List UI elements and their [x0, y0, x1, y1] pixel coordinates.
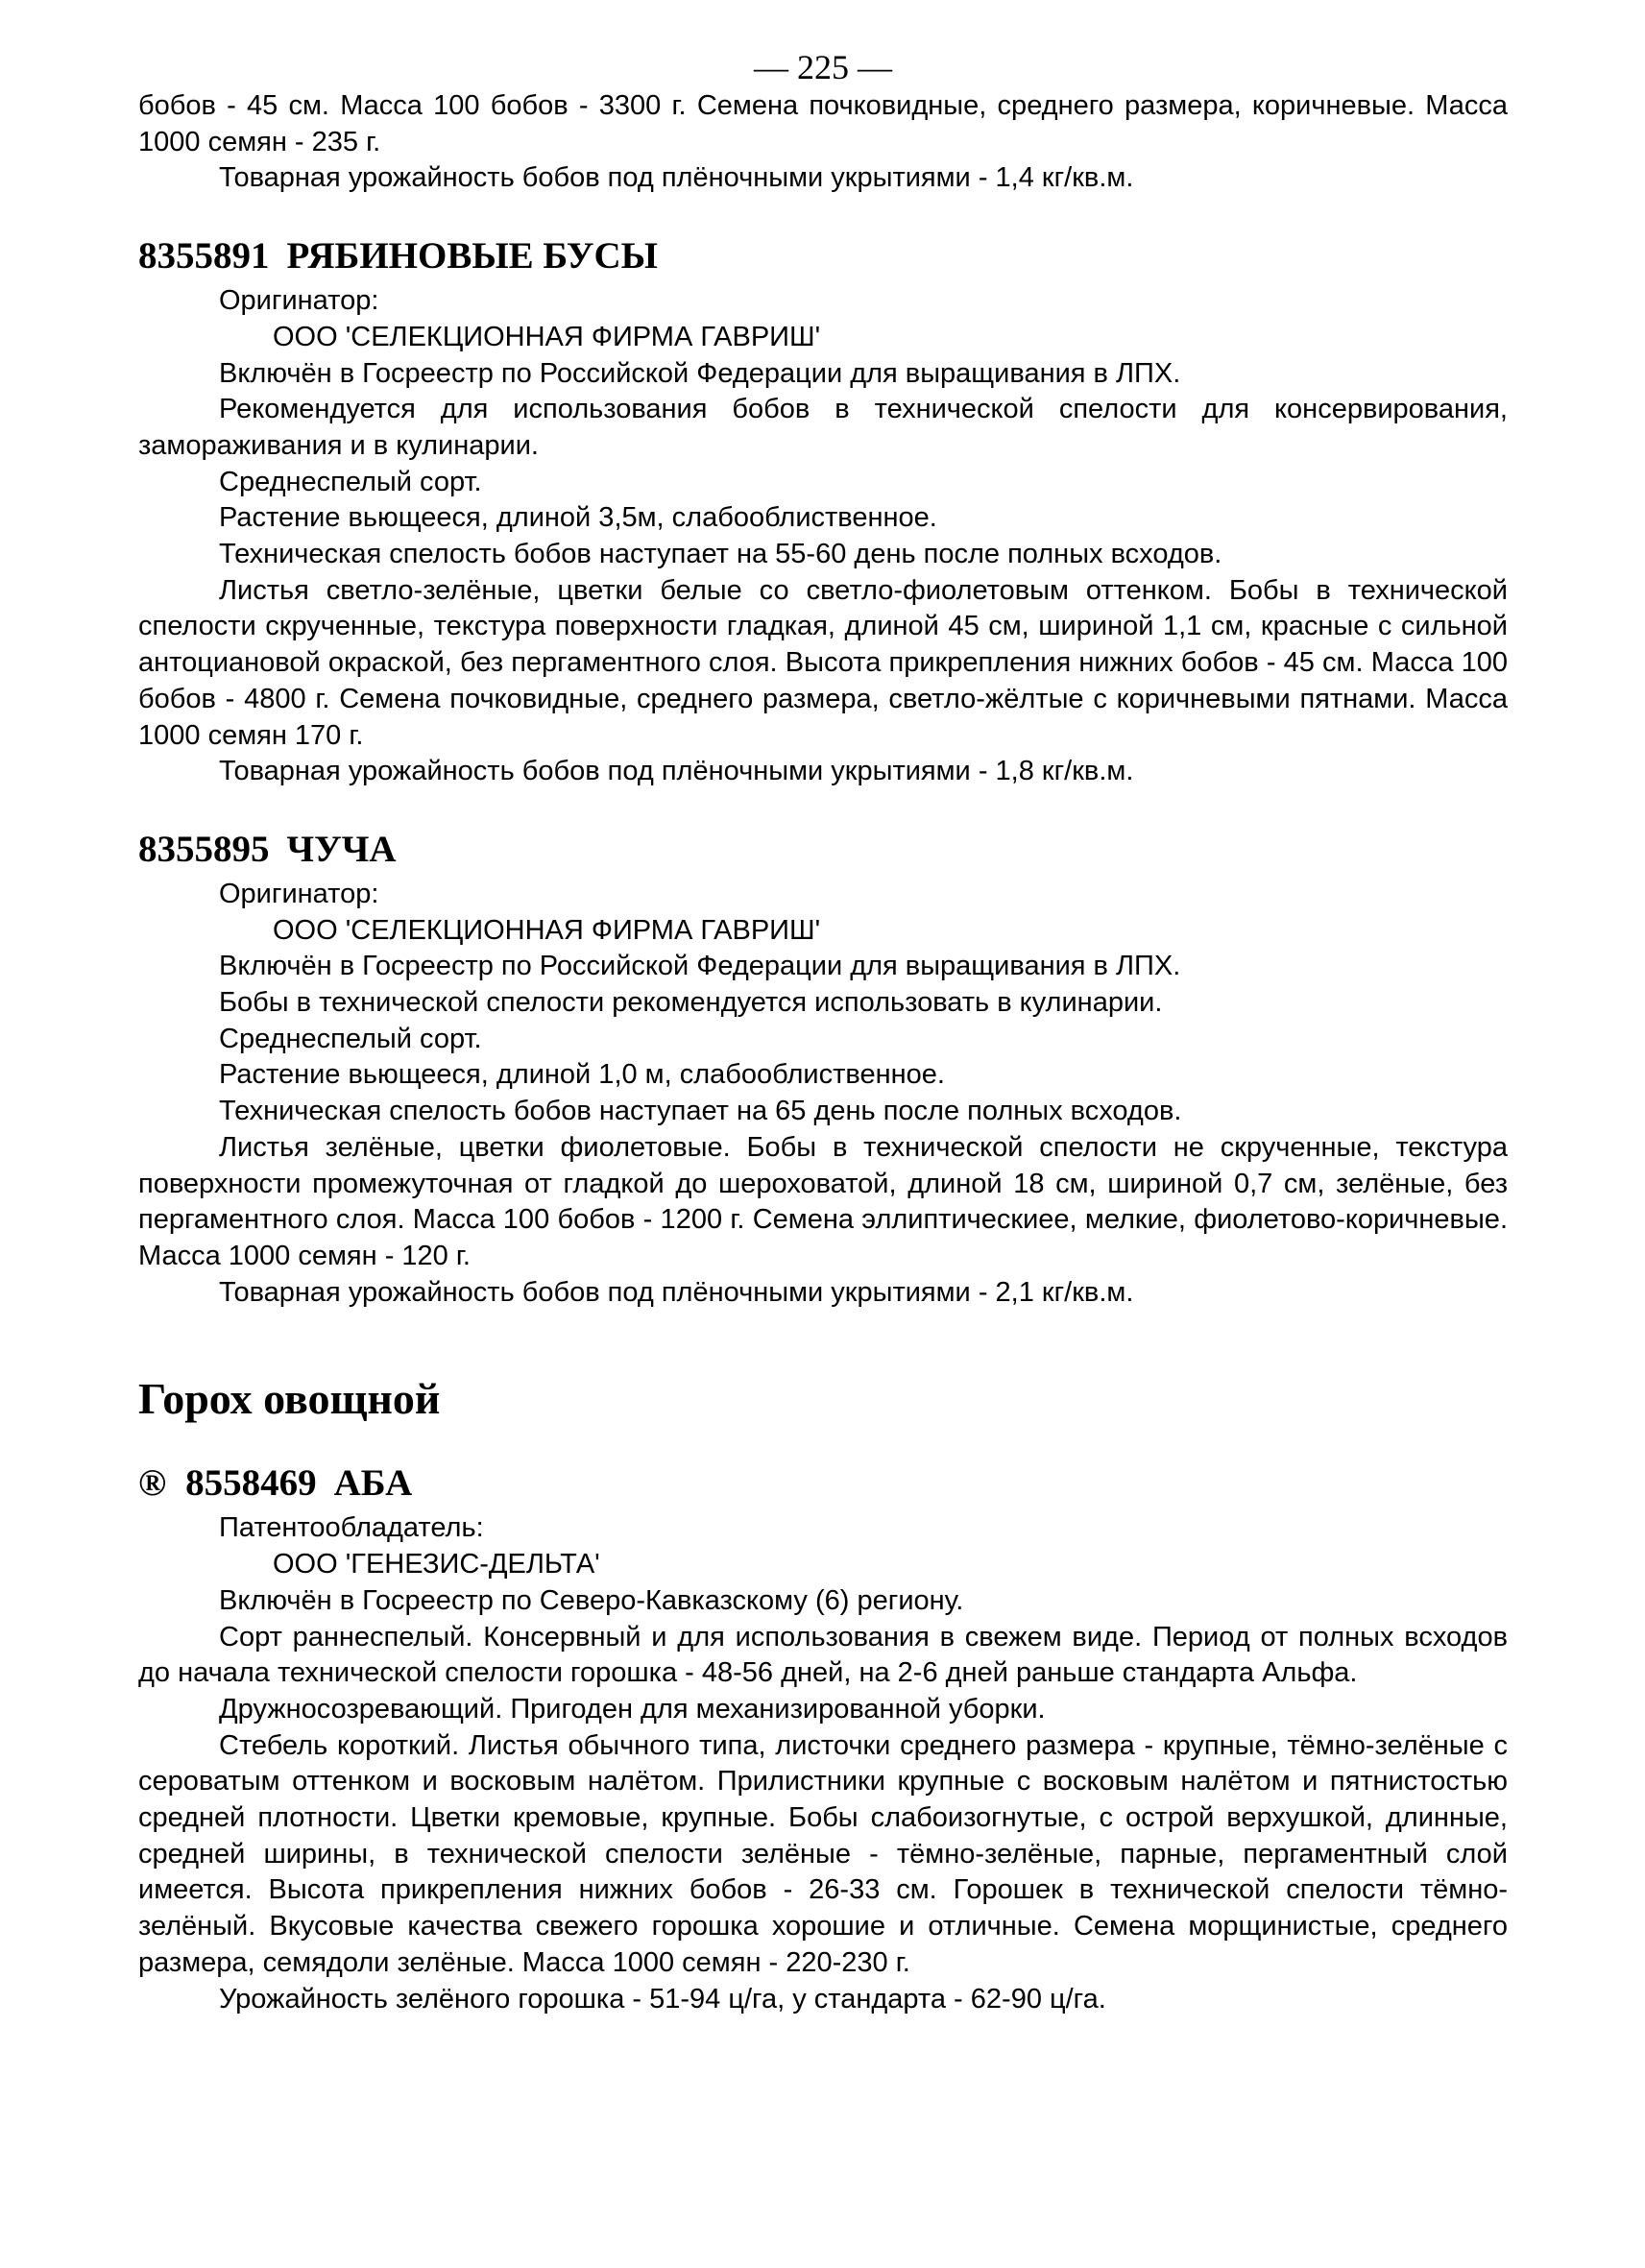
ripeness-paragraph: Техническая спелость бобов наступает на 55-60 день после полных всходов.	[219, 539, 1222, 570]
description-paragraph: Листья светло-зелёные, цветки белые со светло-фиолетовым оттенком. Бобы в технической спелости скрученные, текстура поверхности гладкая, длиной 45 см, шириной 1,1 см, красные с сильной антоциановой окраской, без пергаментного слоя. Высота прикрепления нижних бобов - 45 см. Масса 100 бобов - 4800 г. Семена почковидные, среднего размера, светло-жёлтые с коричневыми пятнами. Масса 1000 семян 170 г.	[138, 574, 1508, 751]
variety-name: РЯБИНОВЫЕ БУСЫ	[286, 235, 658, 277]
registered-mark: ®	[138, 1462, 167, 1505]
variety-name: АБА	[333, 1462, 413, 1505]
maturity-paragraph: Среднеспелый сорт.	[219, 466, 482, 497]
usage-paragraph: Рекомендуется для использования бобов в технической спелости для консервирования, замораживания и в кулинарии.	[138, 394, 1508, 461]
maturity-paragraph: Среднеспелый сорт.	[219, 1023, 482, 1054]
description-paragraph: Листья зелёные, цветки фиолетовые. Бобы в технической спелости не скрученные, текстура поверхности промежуточная от гладкой до шероховатой, длиной 18 см, шириной 0,7 см, зелёные, без пергаментного слоя. Масса 100 бобов - 1200 г. Семена эллиптическиее, мелкие, фиолетово-коричневые. Масса 1000 семян - 120 г.	[138, 1131, 1508, 1271]
variety-entry-8355895	[138, 829, 1508, 1311]
plant-paragraph: Растение вьющееся, длиной 1,0 м, слабооблиственное.	[219, 1059, 945, 1091]
variety-heading	[138, 829, 1508, 871]
yield-paragraph: Урожайность зелёного горошка - 51-94 ц/га, у стандарта - 62-90 ц/га.	[219, 1983, 1106, 2015]
variety-heading	[138, 1462, 1508, 1505]
yield-paragraph: Товарная урожайность бобов под плёночными укрытиями - 2,1 кг/кв.м.	[219, 1276, 1134, 1308]
variety-entry-8355891	[138, 235, 1508, 790]
yield-paragraph: Товарная урожайность бобов под плёночными укрытиями - 1,8 кг/кв.м.	[219, 756, 1134, 787]
registry-paragraph: Включён в Госреестр по Российской Федерации для выращивания в ЛПХ.	[219, 357, 1181, 389]
originator-name: ООО 'СЕЛЕКЦИОННАЯ ФИРМА ГАВРИШ'	[273, 914, 821, 946]
document-page	[138, 48, 1508, 2017]
yield-paragraph: Товарная урожайность бобов под плёночными укрытиями - 1,4 кг/кв.м.	[219, 162, 1134, 194]
registry-paragraph: Включён в Госреестр по Северо-Кавказскому (6) региону.	[219, 1584, 964, 1616]
harvest-paragraph: Дружносозревающий. Пригоден для механизированной уборки.	[219, 1693, 1046, 1725]
registry-paragraph: Включён в Госреестр по Российской Федерации для выращивания в ЛПХ.	[219, 951, 1181, 982]
ripeness-paragraph: Техническая спелость бобов наступает на 65 день после полных всходов.	[219, 1096, 1182, 1127]
holder-name: ООО 'ГЕНЕЗИС-ДЕЛЬТА'	[273, 1549, 600, 1580]
maturity-paragraph: Сорт раннеспелый. Консервный и для использования в свежем виде. Период от полных всходов до начала технической спелости горошка - 48-56 дней, на 2-6 дней раньше стандарта Альфа.	[138, 1621, 1508, 1689]
page-number: — 225 —	[754, 48, 892, 86]
variety-name: ЧУЧА	[286, 828, 397, 870]
originator-label: Оригинатор:	[219, 878, 379, 909]
variety-heading	[138, 235, 1508, 277]
holder-label: Патентообладатель:	[219, 1512, 484, 1544]
originator-label: Оригинатор:	[219, 285, 379, 317]
variety-code: 8355895	[138, 828, 270, 870]
originator-name: ООО 'СЕЛЕКЦИОННАЯ ФИРМА ГАВРИШ'	[273, 321, 821, 352]
usage-paragraph: Бобы в технической спелости рекомендуется использовать в кулинарии.	[219, 987, 1163, 1019]
crop-section-title: Горох овощной	[138, 1374, 441, 1424]
plant-paragraph: Растение вьющееся, длиной 3,5м, слабооблиственное.	[219, 502, 937, 534]
variety-code: 8558469	[185, 1462, 317, 1505]
continuation-paragraph: бобов - 45 см. Масса 100 бобов - 3300 г. Семена почковидные, среднего размера, коричневые. Масса 1000 семян - 235 г.	[138, 90, 1508, 157]
description-paragraph: Стебель короткий. Листья обычного типа, листочки среднего размера - крупные, тёмно-зелёные с сероватым оттенком и восковым налётом. Прилистники крупные с восковым налётом и пятнистостью средней плотности. Цветки кремовые, крупные. Бобы слабоизогнутые, с острой верхушкой, длинные, средней ширины, в технической спелости зелёные - тёмно-зелёные, парные, пергаментный слой имеется. Высота прикрепления нижних бобов - 26-33 см. Горошек в технической спелости тёмно-зелёный. Вкусовые качества свежего горошка хорошие и отличные. Семена морщинистые, среднего размера, семядоли зелёные. Масса 1000 семян - 220-230 г.	[138, 1729, 1508, 1978]
variety-code: 8355891	[138, 235, 270, 277]
variety-entry-8558469	[138, 1462, 1508, 2017]
